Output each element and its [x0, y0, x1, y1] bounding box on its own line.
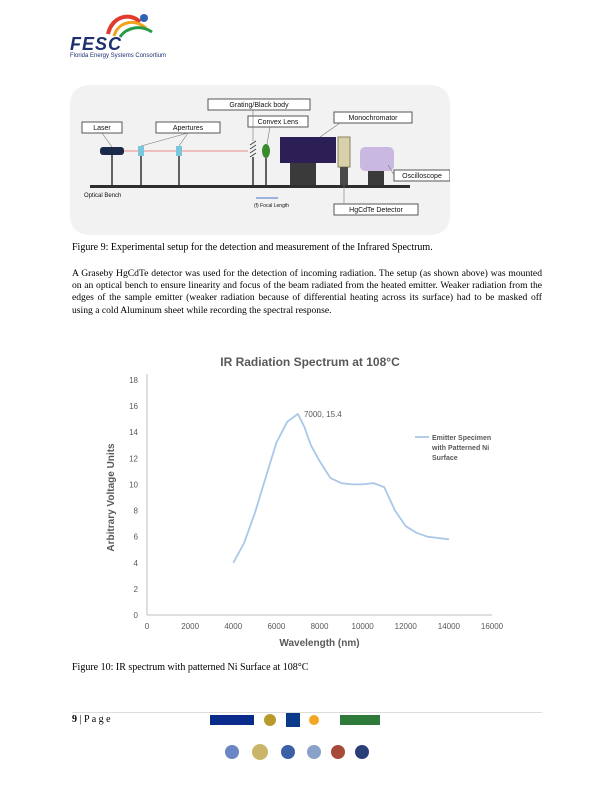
y-tick-label: 12: [129, 454, 138, 464]
x-tick-label: 2000: [181, 622, 200, 631]
partner-logo: [331, 745, 345, 759]
body-paragraph: A Graseby HgCdTe detector was used for the detection of incoming radiation. The setup (as shown above) was mounted on an optical bench to ensure linearity and focus of the beam radiated from the heated emitter. Weaker radiation from the edges of the sample emitter (weaker radiation because of differential heating across its surface) had to be masked off using a cold Aluminum sheet while recording the spectral response.: [72, 268, 542, 316]
y-tick-label: 10: [129, 480, 138, 490]
y-tick-label: 0: [133, 611, 138, 620]
x-tick-label: 10000: [351, 622, 374, 631]
y-tick-label: 14: [129, 428, 138, 438]
x-tick-label: 16000: [480, 622, 504, 631]
y-tick-label: 6: [133, 532, 138, 542]
label-grating: Grating/Black body: [229, 102, 289, 109]
partner-logo: [281, 745, 295, 759]
partner-logo: [355, 745, 369, 759]
partner-logo: [225, 745, 239, 759]
x-tick-label: 14000: [437, 622, 460, 631]
label-optical-bench: Optical Bench: [84, 193, 122, 199]
figure10-caption: Figure 10: IR spectrum with patterned Ni Surface at 108°C: [72, 662, 309, 673]
page-number: [72, 714, 111, 725]
partner-logo: [252, 744, 268, 760]
data-label: 7000, 15.4: [303, 409, 342, 419]
x-tick-label: 4000: [224, 622, 243, 631]
x-tick-label: 6000: [267, 622, 286, 631]
label-convex-lens: Convex Lens: [257, 119, 299, 126]
figure9-caption: Figure 9: Experimental setup for the detection and measurement of the Infrared Spectrum.: [72, 242, 433, 253]
y-axis-label: Arbitrary Voltage Units: [106, 443, 117, 552]
fesc-logo: [70, 8, 230, 60]
label-apertures: Apertures: [172, 125, 204, 132]
y-tick-label: 2: [133, 584, 138, 594]
partner-university-logos: [210, 712, 400, 772]
y-tick-label: 8: [133, 506, 138, 516]
partner-logo: [309, 715, 319, 725]
partner-logo: [307, 745, 321, 759]
label-laser: Laser: [93, 125, 111, 132]
experimental-setup-diagram: [70, 85, 450, 235]
label-oscilloscope: Oscilloscope: [402, 173, 442, 180]
label-focal-length: (f) Focal Length: [254, 203, 290, 209]
laser-device: [100, 147, 124, 155]
partner-logo: [210, 715, 254, 725]
x-tick-label: 12000: [394, 622, 417, 631]
label-monochromator: Monochromator: [348, 115, 398, 122]
logo-subtitle: Florida Energy Systems Consortium: [70, 53, 167, 59]
ir-spectrum-chart: [100, 350, 520, 650]
partner-logo: [264, 714, 276, 726]
x-axis-label: Wavelength (nm): [279, 638, 360, 649]
y-tick-label: 4: [133, 558, 138, 568]
page-number-value: 9: [72, 714, 77, 725]
logo-text: FESC: [70, 34, 123, 54]
page-label: | P a g e: [77, 714, 111, 725]
y-tick-label: 18: [129, 376, 138, 385]
chart-title: IR Radiation Spectrum at 108°C: [220, 355, 400, 369]
x-tick-label: 8000: [310, 622, 329, 631]
partner-logo: [340, 715, 380, 725]
x-tick-label: 0: [144, 622, 150, 631]
label-detector: HgCdTe Detector: [349, 207, 403, 214]
y-tick-label: 16: [129, 402, 138, 412]
legend-label: Emitter Specimen with Patterned Ni Surface: [432, 435, 492, 462]
partner-logo: [286, 713, 300, 727]
